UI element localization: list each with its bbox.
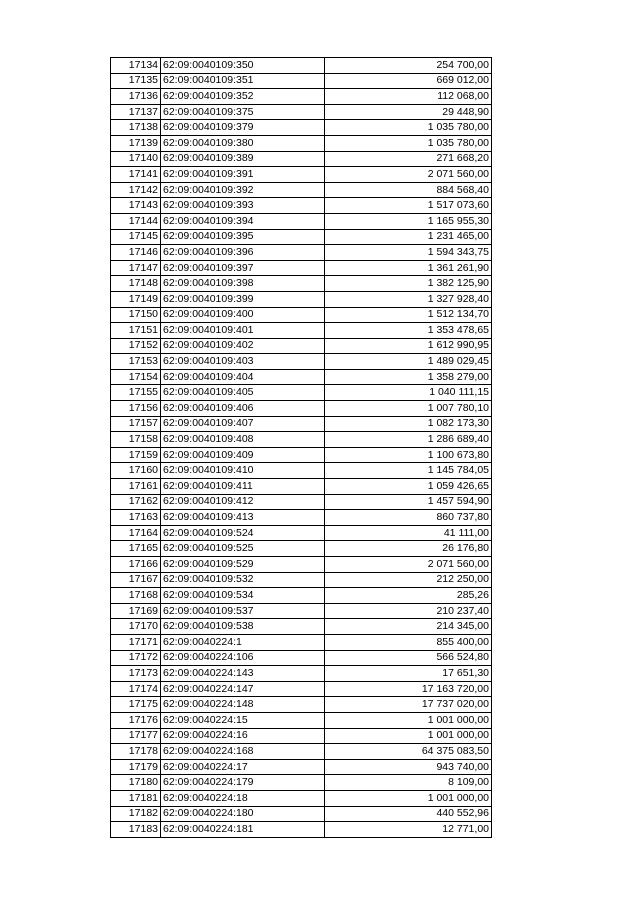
value-cell: 64 375 083,50 [325, 744, 492, 760]
value-cell: 2 071 560,00 [325, 167, 492, 183]
cadastral-number-cell: 62:09:0040224:180 [161, 806, 325, 822]
value-cell: 1 361 261,90 [325, 260, 492, 276]
cadastral-number-cell: 62:09:0040109:413 [161, 510, 325, 526]
cadastral-number-cell: 62:09:0040109:525 [161, 541, 325, 557]
table-row [111, 479, 492, 495]
table-row [111, 291, 492, 307]
row-number-cell: 17179 [111, 759, 161, 775]
row-number-cell: 17170 [111, 619, 161, 635]
cadastral-number-cell: 62:09:0040109:407 [161, 416, 325, 432]
value-cell: 1 082 173,30 [325, 416, 492, 432]
value-cell: 112 068,00 [325, 89, 492, 105]
table-row [111, 276, 492, 292]
row-number-cell: 17141 [111, 167, 161, 183]
cadastral-number-cell: 62:09:0040109:412 [161, 494, 325, 510]
cadastral-number-cell: 62:09:0040109:400 [161, 307, 325, 323]
cadastral-number-cell: 62:09:0040109:393 [161, 198, 325, 214]
cadastral-number-cell: 62:09:0040109:399 [161, 291, 325, 307]
table-row [111, 447, 492, 463]
value-cell: 1 165 955,30 [325, 213, 492, 229]
table-row [111, 650, 492, 666]
cadastral-number-cell: 62:09:0040109:406 [161, 401, 325, 417]
table-row [111, 401, 492, 417]
cadastral-number-cell: 62:09:0040109:352 [161, 89, 325, 105]
cadastral-number-cell: 62:09:0040109:538 [161, 619, 325, 635]
table-row [111, 510, 492, 526]
row-number-cell: 17178 [111, 744, 161, 760]
cadastral-number-cell: 62:09:0040109:404 [161, 369, 325, 385]
table-row [111, 151, 492, 167]
table-body [111, 58, 492, 838]
cadastral-number-cell: 62:09:0040224:143 [161, 666, 325, 682]
value-cell: 17 163 720,00 [325, 681, 492, 697]
table-row [111, 697, 492, 713]
row-number-cell: 17161 [111, 479, 161, 495]
cadastral-number-cell: 62:09:0040109:537 [161, 603, 325, 619]
value-cell: 17 737 020,00 [325, 697, 492, 713]
row-number-cell: 17157 [111, 416, 161, 432]
cadastral-number-cell: 62:09:0040109:395 [161, 229, 325, 245]
value-cell: 1 059 426,65 [325, 479, 492, 495]
row-number-cell: 17162 [111, 494, 161, 510]
cadastral-number-cell: 62:09:0040109:534 [161, 588, 325, 604]
table-row [111, 167, 492, 183]
row-number-cell: 17156 [111, 401, 161, 417]
table-row [111, 229, 492, 245]
cadastral-number-cell: 62:09:0040109:524 [161, 525, 325, 541]
value-cell: 1 612 990,95 [325, 338, 492, 354]
row-number-cell: 17183 [111, 822, 161, 838]
row-number-cell: 17173 [111, 666, 161, 682]
value-cell: 1 231 465,00 [325, 229, 492, 245]
row-number-cell: 17176 [111, 712, 161, 728]
row-number-cell: 17151 [111, 323, 161, 339]
row-number-cell: 17165 [111, 541, 161, 557]
table-row [111, 806, 492, 822]
cadastral-number-cell: 62:09:0040109:391 [161, 167, 325, 183]
row-number-cell: 17155 [111, 385, 161, 401]
value-cell: 271 668,20 [325, 151, 492, 167]
value-cell: 566 524,80 [325, 650, 492, 666]
row-number-cell: 17149 [111, 291, 161, 307]
value-cell: 1 100 673,80 [325, 447, 492, 463]
cadastral-number-cell: 62:09:0040224:18 [161, 790, 325, 806]
value-cell: 1 001 000,00 [325, 728, 492, 744]
row-number-cell: 17181 [111, 790, 161, 806]
cadastral-number-cell: 62:09:0040224:168 [161, 744, 325, 760]
value-cell: 8 109,00 [325, 775, 492, 791]
value-cell: 669 012,00 [325, 73, 492, 89]
cadastral-number-cell: 62:09:0040224:148 [161, 697, 325, 713]
cadastral-number-cell: 62:09:0040224:16 [161, 728, 325, 744]
value-cell: 210 237,40 [325, 603, 492, 619]
table-row [111, 790, 492, 806]
value-cell: 1 517 073,60 [325, 198, 492, 214]
value-cell: 1 286 689,40 [325, 432, 492, 448]
table-row [111, 728, 492, 744]
table-row [111, 338, 492, 354]
table-row [111, 73, 492, 89]
cadastral-number-cell: 62:09:0040109:405 [161, 385, 325, 401]
table-row [111, 135, 492, 151]
row-number-cell: 17138 [111, 120, 161, 136]
value-cell: 1 145 784,05 [325, 463, 492, 479]
table-row [111, 104, 492, 120]
value-cell: 1 001 000,00 [325, 712, 492, 728]
value-cell: 943 740,00 [325, 759, 492, 775]
cadastral-number-cell: 62:09:0040109:410 [161, 463, 325, 479]
table-row [111, 619, 492, 635]
cadastral-number-cell: 62:09:0040109:408 [161, 432, 325, 448]
row-number-cell: 17145 [111, 229, 161, 245]
cadastral-number-cell: 62:09:0040109:350 [161, 58, 325, 74]
value-cell: 1 382 125,90 [325, 276, 492, 292]
value-cell: 855 400,00 [325, 634, 492, 650]
cadastral-number-cell: 62:09:0040109:532 [161, 572, 325, 588]
value-cell: 860 737,80 [325, 510, 492, 526]
cadastral-number-cell: 62:09:0040224:147 [161, 681, 325, 697]
value-cell: 1 001 000,00 [325, 790, 492, 806]
value-cell: 214 345,00 [325, 619, 492, 635]
value-cell: 1 040 111,15 [325, 385, 492, 401]
cadastral-number-cell: 62:09:0040224:106 [161, 650, 325, 666]
value-cell: 1 035 780,00 [325, 135, 492, 151]
row-number-cell: 17166 [111, 557, 161, 573]
cadastral-number-cell: 62:09:0040109:401 [161, 323, 325, 339]
cadastral-number-cell: 62:09:0040109:398 [161, 276, 325, 292]
row-number-cell: 17146 [111, 245, 161, 261]
value-cell: 1 512 134,70 [325, 307, 492, 323]
table-row [111, 323, 492, 339]
row-number-cell: 17163 [111, 510, 161, 526]
cadastral-value-table [110, 57, 492, 838]
cadastral-number-cell: 62:09:0040109:403 [161, 354, 325, 370]
table-row [111, 666, 492, 682]
value-cell: 2 071 560,00 [325, 557, 492, 573]
value-cell: 1 457 594,90 [325, 494, 492, 510]
cadastral-number-cell: 62:09:0040224:15 [161, 712, 325, 728]
row-number-cell: 17154 [111, 369, 161, 385]
value-cell: 1 007 780,10 [325, 401, 492, 417]
row-number-cell: 17160 [111, 463, 161, 479]
cadastral-number-cell: 62:09:0040109:380 [161, 135, 325, 151]
value-cell: 12 771,00 [325, 822, 492, 838]
cadastral-number-cell: 62:09:0040109:397 [161, 260, 325, 276]
cadastral-number-cell: 62:09:0040109:402 [161, 338, 325, 354]
table-row [111, 416, 492, 432]
row-number-cell: 17135 [111, 73, 161, 89]
row-number-cell: 17172 [111, 650, 161, 666]
cadastral-number-cell: 62:09:0040109:409 [161, 447, 325, 463]
table-row [111, 603, 492, 619]
table-row [111, 681, 492, 697]
table-row [111, 120, 492, 136]
value-cell: 1 353 478,65 [325, 323, 492, 339]
row-number-cell: 17148 [111, 276, 161, 292]
row-number-cell: 17182 [111, 806, 161, 822]
row-number-cell: 17158 [111, 432, 161, 448]
row-number-cell: 17175 [111, 697, 161, 713]
table-row [111, 494, 492, 510]
table-row [111, 572, 492, 588]
table-row [111, 541, 492, 557]
row-number-cell: 17174 [111, 681, 161, 697]
row-number-cell: 17169 [111, 603, 161, 619]
row-number-cell: 17168 [111, 588, 161, 604]
table-row [111, 525, 492, 541]
table-row [111, 712, 492, 728]
row-number-cell: 17139 [111, 135, 161, 151]
row-number-cell: 17136 [111, 89, 161, 105]
value-cell: 440 552,96 [325, 806, 492, 822]
table-row [111, 58, 492, 74]
row-number-cell: 17147 [111, 260, 161, 276]
cadastral-number-cell: 62:09:0040109:375 [161, 104, 325, 120]
row-number-cell: 17164 [111, 525, 161, 541]
value-cell: 29 448,90 [325, 104, 492, 120]
row-number-cell: 17137 [111, 104, 161, 120]
cadastral-number-cell: 62:09:0040109:392 [161, 182, 325, 198]
table-row [111, 588, 492, 604]
cadastral-number-cell: 62:09:0040109:379 [161, 120, 325, 136]
row-number-cell: 17167 [111, 572, 161, 588]
table-row [111, 89, 492, 105]
cadastral-number-cell: 62:09:0040224:1 [161, 634, 325, 650]
row-number-cell: 17134 [111, 58, 161, 74]
value-cell: 1 035 780,00 [325, 120, 492, 136]
cadastral-number-cell: 62:09:0040109:411 [161, 479, 325, 495]
row-number-cell: 17142 [111, 182, 161, 198]
value-cell: 26 176,80 [325, 541, 492, 557]
value-cell: 285,26 [325, 588, 492, 604]
table-row [111, 557, 492, 573]
table-row [111, 369, 492, 385]
value-cell: 212 250,00 [325, 572, 492, 588]
table-row [111, 432, 492, 448]
row-number-cell: 17171 [111, 634, 161, 650]
row-number-cell: 17159 [111, 447, 161, 463]
value-cell: 1 358 279,00 [325, 369, 492, 385]
row-number-cell: 17144 [111, 213, 161, 229]
table-row [111, 260, 492, 276]
value-cell: 41 111,00 [325, 525, 492, 541]
cadastral-number-cell: 62:09:0040224:179 [161, 775, 325, 791]
table-row [111, 245, 492, 261]
value-cell: 1 489 029,45 [325, 354, 492, 370]
cadastral-number-cell: 62:09:0040224:17 [161, 759, 325, 775]
table-row [111, 775, 492, 791]
row-number-cell: 17140 [111, 151, 161, 167]
row-number-cell: 17152 [111, 338, 161, 354]
table-row [111, 463, 492, 479]
cadastral-number-cell: 62:09:0040109:396 [161, 245, 325, 261]
table-row [111, 385, 492, 401]
row-number-cell: 17180 [111, 775, 161, 791]
row-number-cell: 17143 [111, 198, 161, 214]
row-number-cell: 17177 [111, 728, 161, 744]
table-row [111, 307, 492, 323]
table-row [111, 822, 492, 838]
row-number-cell: 17150 [111, 307, 161, 323]
table-row [111, 759, 492, 775]
cadastral-number-cell: 62:09:0040109:389 [161, 151, 325, 167]
cadastral-number-cell: 62:09:0040109:529 [161, 557, 325, 573]
table-row [111, 213, 492, 229]
cadastral-number-cell: 62:09:0040109:394 [161, 213, 325, 229]
value-cell: 1 594 343,75 [325, 245, 492, 261]
value-cell: 17 651,30 [325, 666, 492, 682]
table-row [111, 634, 492, 650]
value-cell: 884 568,40 [325, 182, 492, 198]
table-row [111, 354, 492, 370]
row-number-cell: 17153 [111, 354, 161, 370]
table-row [111, 744, 492, 760]
table-row [111, 182, 492, 198]
cadastral-number-cell: 62:09:0040109:351 [161, 73, 325, 89]
value-cell: 254 700,00 [325, 58, 492, 74]
value-cell: 1 327 928,40 [325, 291, 492, 307]
table-row [111, 198, 492, 214]
cadastral-number-cell: 62:09:0040224:181 [161, 822, 325, 838]
